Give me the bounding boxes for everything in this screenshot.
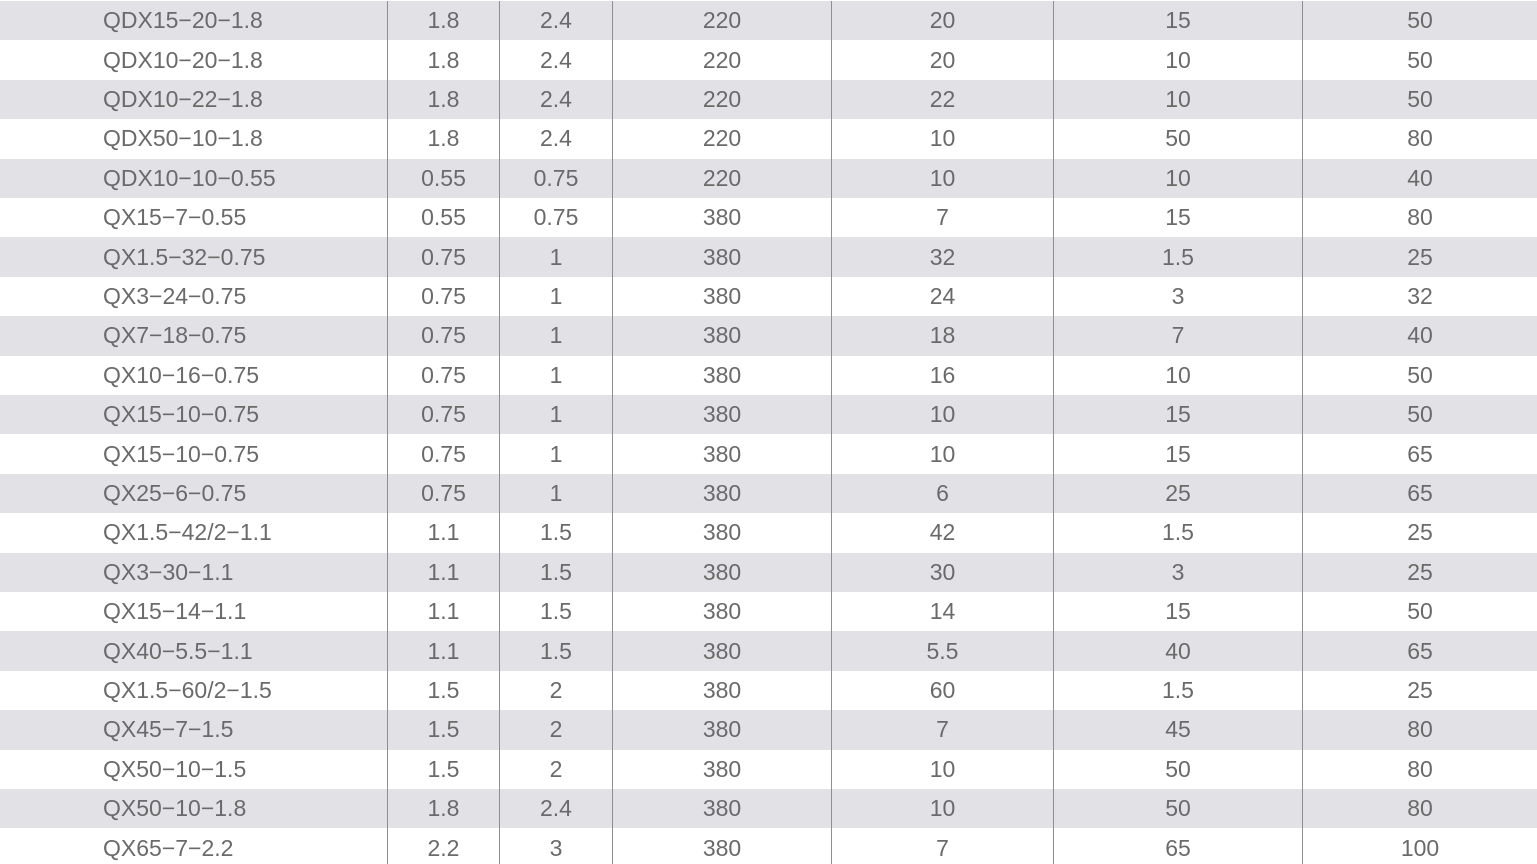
cell-power-hp: 1 bbox=[500, 316, 613, 355]
table-row bbox=[0, 513, 1537, 552]
cell-outlet: 80 bbox=[1407, 795, 1433, 822]
cell-model: QX1.5−32−0.75 bbox=[0, 237, 388, 276]
cell-power-kw: 1.1 bbox=[388, 592, 500, 631]
cell-power-kw: 0.75 bbox=[388, 316, 500, 355]
cell-flow: 3 bbox=[1054, 553, 1303, 592]
cell-power-kw: 1.8 bbox=[388, 40, 500, 79]
cell-head: 20 bbox=[832, 40, 1054, 79]
cell-head: 10 bbox=[832, 159, 1054, 198]
cell-outlet: 80 bbox=[1407, 125, 1433, 152]
cell-voltage: 220 bbox=[613, 40, 832, 79]
cell-outlet: 80 bbox=[1407, 204, 1433, 231]
cell-power-hp: 1 bbox=[500, 237, 613, 276]
cell-head: 18 bbox=[832, 316, 1054, 355]
cell-flow: 25 bbox=[1054, 474, 1303, 513]
cell-model: QX15−10−0.75 bbox=[0, 434, 388, 473]
cell-voltage: 380 bbox=[613, 474, 832, 513]
cell-power-hp: 2 bbox=[500, 671, 613, 710]
cell-head: 42 bbox=[832, 513, 1054, 552]
cell-outlet: 25 bbox=[1407, 676, 1433, 703]
cell-power-hp: 0.75 bbox=[500, 198, 613, 237]
cell-head: 24 bbox=[832, 277, 1054, 316]
cell-flow: 10 bbox=[1054, 80, 1303, 119]
cell-power-kw: 1.1 bbox=[388, 553, 500, 592]
cell-head: 30 bbox=[832, 553, 1054, 592]
cell-head: 7 bbox=[832, 828, 1054, 864]
cell-model: QX15−10−0.75 bbox=[0, 395, 388, 434]
cell-voltage: 380 bbox=[613, 237, 832, 276]
cell-model: QX15−14−1.1 bbox=[0, 592, 388, 631]
cell-outlet: 50 bbox=[1407, 361, 1433, 388]
cell-head: 16 bbox=[832, 356, 1054, 395]
table-row bbox=[0, 40, 1537, 79]
cell-voltage: 380 bbox=[613, 277, 832, 316]
cell-power-hp: 1 bbox=[500, 356, 613, 395]
cell-power-hp: 1.5 bbox=[500, 631, 613, 670]
cell-power-kw: 0.75 bbox=[388, 434, 500, 473]
cell-outlet: 65 bbox=[1407, 479, 1433, 506]
cell-power-hp: 3 bbox=[500, 828, 613, 864]
table-row bbox=[0, 592, 1537, 631]
cell-model: QX3−24−0.75 bbox=[0, 277, 388, 316]
cell-flow: 10 bbox=[1054, 159, 1303, 198]
cell-model: QDX10−10−0.55 bbox=[0, 159, 388, 198]
table-row bbox=[0, 671, 1537, 710]
table-row bbox=[0, 434, 1537, 473]
cell-outlet: 100 bbox=[1400, 834, 1440, 861]
cell-power-hp: 2.4 bbox=[500, 789, 613, 828]
cell-flow: 65 bbox=[1054, 828, 1303, 864]
cell-outlet: 40 bbox=[1407, 322, 1433, 349]
cell-outlet: 40 bbox=[1407, 164, 1433, 191]
cell-power-kw: 1.1 bbox=[388, 631, 500, 670]
cell-power-kw: 0.75 bbox=[388, 395, 500, 434]
cell-voltage: 220 bbox=[613, 159, 832, 198]
table-row bbox=[0, 1, 1537, 40]
cell-voltage: 380 bbox=[613, 592, 832, 631]
table-row bbox=[0, 356, 1537, 395]
table-row bbox=[0, 198, 1537, 237]
cell-power-kw: 1.5 bbox=[388, 671, 500, 710]
cell-flow: 3 bbox=[1054, 277, 1303, 316]
cell-head: 60 bbox=[832, 671, 1054, 710]
cell-outlet: 65 bbox=[1407, 637, 1433, 664]
cell-power-kw: 0.75 bbox=[388, 277, 500, 316]
table-row bbox=[0, 395, 1537, 434]
cell-power-hp: 1 bbox=[500, 474, 613, 513]
cell-power-kw: 1.5 bbox=[388, 710, 500, 749]
cell-model: QX1.5−42/2−1.1 bbox=[0, 513, 388, 552]
cell-flow: 15 bbox=[1054, 1, 1303, 40]
cell-model: QX7−18−0.75 bbox=[0, 316, 388, 355]
cell-voltage: 380 bbox=[613, 553, 832, 592]
cell-outlet: 50 bbox=[1407, 85, 1433, 112]
table-row bbox=[0, 750, 1537, 789]
cell-power-hp: 2.4 bbox=[500, 1, 613, 40]
cell-flow: 45 bbox=[1054, 710, 1303, 749]
table-row bbox=[0, 277, 1537, 316]
cell-flow: 40 bbox=[1054, 631, 1303, 670]
cell-power-kw: 0.55 bbox=[388, 159, 500, 198]
cell-power-kw: 1.8 bbox=[388, 1, 500, 40]
table-row bbox=[0, 80, 1537, 119]
cell-voltage: 220 bbox=[613, 80, 832, 119]
cell-model: QX25−6−0.75 bbox=[0, 474, 388, 513]
cell-model: QDX10−22−1.8 bbox=[0, 80, 388, 119]
cell-head: 10 bbox=[832, 789, 1054, 828]
cell-outlet: 65 bbox=[1407, 440, 1433, 467]
cell-power-hp: 1.5 bbox=[500, 592, 613, 631]
cell-outlet: 80 bbox=[1407, 755, 1433, 782]
cell-voltage: 380 bbox=[613, 316, 832, 355]
cell-power-hp: 2.4 bbox=[500, 119, 613, 158]
cell-outlet: 50 bbox=[1407, 401, 1433, 428]
cell-voltage: 380 bbox=[613, 750, 832, 789]
cell-head: 5.5 bbox=[832, 631, 1054, 670]
table-row bbox=[0, 631, 1537, 670]
cell-head: 14 bbox=[832, 592, 1054, 631]
cell-power-hp: 2.4 bbox=[500, 80, 613, 119]
cell-outlet: 25 bbox=[1407, 243, 1433, 270]
cell-head: 7 bbox=[832, 198, 1054, 237]
cell-model: QX15−7−0.55 bbox=[0, 198, 388, 237]
cell-outlet: 80 bbox=[1407, 716, 1433, 743]
cell-head: 7 bbox=[832, 710, 1054, 749]
cell-flow: 50 bbox=[1054, 789, 1303, 828]
cell-voltage: 220 bbox=[613, 1, 832, 40]
cell-voltage: 380 bbox=[613, 198, 832, 237]
cell-flow: 1.5 bbox=[1054, 237, 1303, 276]
cell-power-kw: 0.75 bbox=[388, 237, 500, 276]
cell-voltage: 220 bbox=[613, 119, 832, 158]
cell-outlet: 25 bbox=[1407, 519, 1433, 546]
cell-model: QX50−10−1.5 bbox=[0, 750, 388, 789]
cell-flow: 15 bbox=[1054, 434, 1303, 473]
cell-outlet: 50 bbox=[1407, 7, 1433, 34]
cell-power-hp: 2 bbox=[500, 710, 613, 749]
cell-flow: 50 bbox=[1054, 750, 1303, 789]
cell-voltage: 380 bbox=[613, 789, 832, 828]
table-row bbox=[0, 828, 1537, 864]
cell-head: 10 bbox=[832, 119, 1054, 158]
cell-head: 10 bbox=[832, 750, 1054, 789]
cell-power-kw: 1.8 bbox=[388, 80, 500, 119]
cell-power-hp: 1.5 bbox=[500, 513, 613, 552]
table-row bbox=[0, 316, 1537, 355]
cell-model: QX50−10−1.8 bbox=[0, 789, 388, 828]
cell-voltage: 380 bbox=[613, 828, 832, 864]
cell-power-kw: 1.1 bbox=[388, 513, 500, 552]
cell-power-hp: 2 bbox=[500, 750, 613, 789]
cell-head: 32 bbox=[832, 237, 1054, 276]
table-row bbox=[0, 237, 1537, 276]
cell-model: QX3−30−1.1 bbox=[0, 553, 388, 592]
cell-voltage: 380 bbox=[613, 671, 832, 710]
cell-voltage: 380 bbox=[613, 434, 832, 473]
cell-power-hp: 1.5 bbox=[500, 553, 613, 592]
cell-outlet: 50 bbox=[1407, 598, 1433, 625]
cell-model: QX45−7−1.5 bbox=[0, 710, 388, 749]
cell-model: QDX50−10−1.8 bbox=[0, 119, 388, 158]
cell-power-hp: 1 bbox=[500, 434, 613, 473]
cell-model: QX1.5−60/2−1.5 bbox=[0, 671, 388, 710]
cell-flow: 15 bbox=[1054, 592, 1303, 631]
cell-flow: 50 bbox=[1054, 119, 1303, 158]
table-row bbox=[0, 119, 1537, 158]
cell-power-kw: 0.75 bbox=[388, 474, 500, 513]
cell-flow: 15 bbox=[1054, 395, 1303, 434]
table-row bbox=[0, 710, 1537, 749]
table-row bbox=[0, 789, 1537, 828]
cell-flow: 10 bbox=[1054, 356, 1303, 395]
cell-model: QX65−7−2.2 bbox=[0, 828, 388, 864]
cell-power-kw: 1.8 bbox=[388, 119, 500, 158]
cell-model: QDX15−20−1.8 bbox=[0, 1, 388, 40]
cell-head: 22 bbox=[832, 80, 1054, 119]
cell-power-kw: 1.8 bbox=[388, 789, 500, 828]
cell-head: 10 bbox=[832, 395, 1054, 434]
cell-power-kw: 1.5 bbox=[388, 750, 500, 789]
cell-head: 10 bbox=[832, 434, 1054, 473]
cell-power-kw: 2.2 bbox=[388, 828, 500, 864]
cell-voltage: 380 bbox=[613, 710, 832, 749]
cell-voltage: 380 bbox=[613, 513, 832, 552]
cell-outlet: 50 bbox=[1407, 46, 1433, 73]
cell-flow: 7 bbox=[1054, 316, 1303, 355]
cell-power-kw: 0.75 bbox=[388, 356, 500, 395]
cell-flow: 15 bbox=[1054, 198, 1303, 237]
cell-voltage: 380 bbox=[613, 631, 832, 670]
cell-power-kw: 0.55 bbox=[388, 198, 500, 237]
table-row bbox=[0, 553, 1537, 592]
cell-model: QX10−16−0.75 bbox=[0, 356, 388, 395]
cell-model: QDX10−20−1.8 bbox=[0, 40, 388, 79]
cell-power-hp: 2.4 bbox=[500, 40, 613, 79]
cell-power-hp: 1 bbox=[500, 395, 613, 434]
cell-voltage: 380 bbox=[613, 395, 832, 434]
cell-voltage: 380 bbox=[613, 356, 832, 395]
cell-power-hp: 1 bbox=[500, 277, 613, 316]
cell-power-hp: 0.75 bbox=[500, 159, 613, 198]
cell-head: 6 bbox=[832, 474, 1054, 513]
cell-outlet: 32 bbox=[1407, 282, 1433, 309]
cell-outlet: 25 bbox=[1407, 558, 1433, 585]
cell-flow: 1.5 bbox=[1054, 513, 1303, 552]
table-row bbox=[0, 474, 1537, 513]
cell-flow: 10 bbox=[1054, 40, 1303, 79]
table-row bbox=[0, 159, 1537, 198]
cell-model: QX40−5.5−1.1 bbox=[0, 631, 388, 670]
cell-flow: 1.5 bbox=[1054, 671, 1303, 710]
cell-head: 20 bbox=[832, 1, 1054, 40]
